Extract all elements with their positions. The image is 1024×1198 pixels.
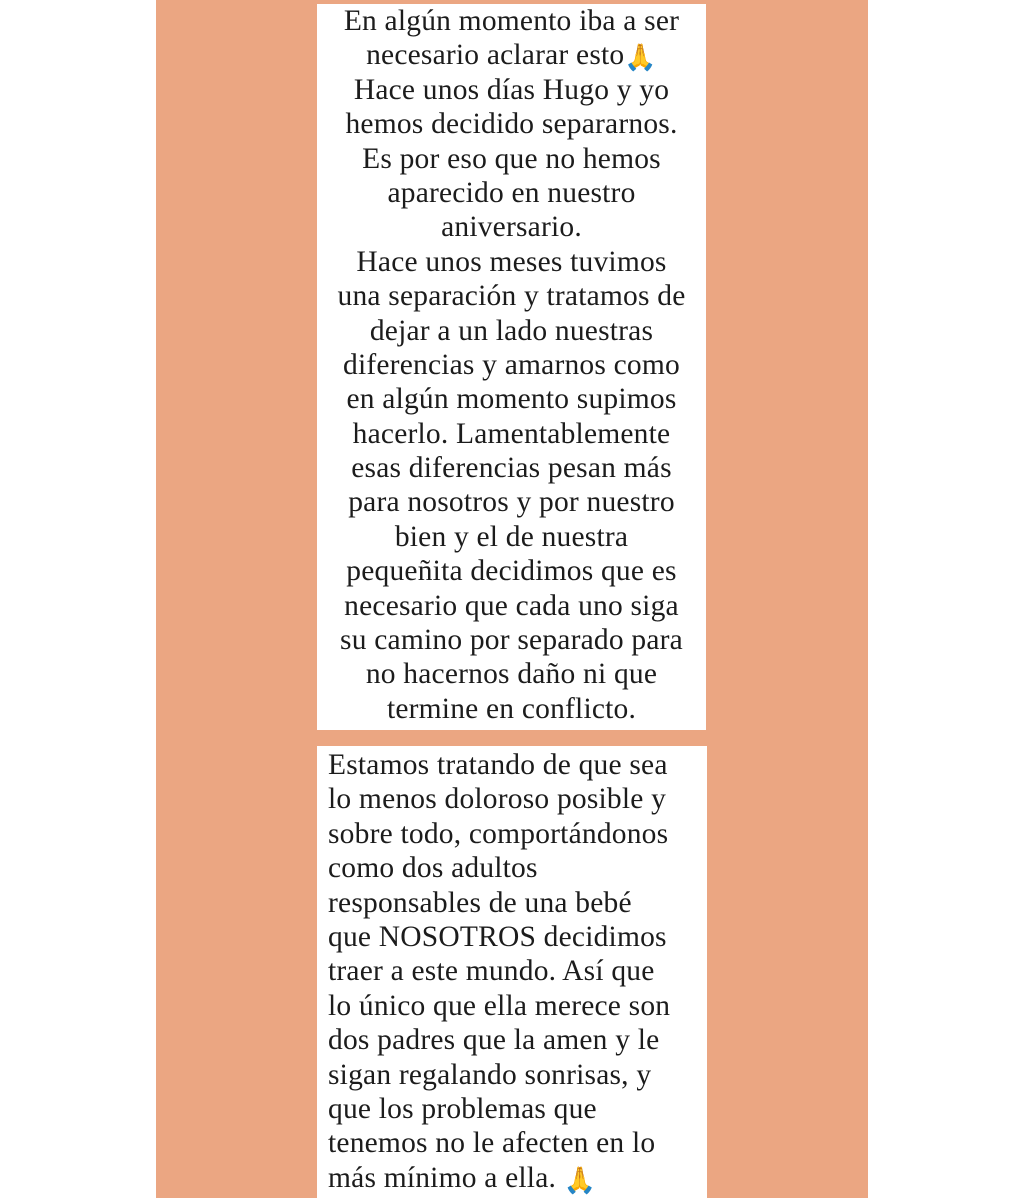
message-1-line: Hace unos días Hugo y yo [353, 73, 670, 106]
message-2-line: que los problemas que [328, 1092, 597, 1125]
message-1-line: En algún momento iba a ser [343, 5, 680, 37]
message-1-line: aniversario. [441, 211, 582, 244]
message-1-line: aparecido en nuestro [387, 176, 636, 209]
message-1-line: hemos decidido separarnos. [345, 108, 678, 141]
message-2-line: Estamos tratando de que sea [328, 749, 668, 781]
message-1-line: bien y el de nuestra [394, 520, 629, 553]
message-1-line: una separación y tratamos de [337, 280, 686, 313]
message-1-line: Hace unos meses tuvimos [356, 245, 667, 278]
message-1-line: esas diferencias pesan más [351, 452, 672, 485]
message-card-1 [317, 4, 706, 730]
message-1-line: Es por eso que no hemos [362, 142, 661, 175]
message-1-line: termine en conflicto. [386, 692, 637, 725]
message-1-line: no hacernos daño ni que [365, 658, 658, 691]
message-2-line: sigan regalando sonrisas, y [328, 1058, 652, 1091]
message-1-line-text: necesario aclarar esto [366, 39, 625, 72]
message-1-line: su camino por separado para [340, 624, 683, 657]
praying-hands-icon: 🙏 [624, 43, 657, 74]
message-1-line: pequeñita decidimos que es [346, 555, 677, 588]
praying-hands-icon: 🙏 [563, 1165, 597, 1196]
story-background [156, 0, 868, 1198]
message-1-line: dejar a un lado nuestras [369, 314, 654, 347]
message-1-line [317, 38, 706, 72]
message-1-line: hacerlo. Lamentablemente [352, 417, 671, 450]
message-2-line: sobre todo, comportándonos [328, 817, 669, 850]
message-2-line: que NOSOTROS decidimos [328, 920, 667, 953]
message-2-line: responsables de una bebé [328, 886, 632, 919]
message-2-line: dos padres que la amen y le [328, 1024, 660, 1057]
message-2-line: traer a este mundo. Así que [328, 955, 655, 988]
message-1-line: en algún momento supimos [346, 383, 677, 416]
message-2-line: lo único que ella merece son [328, 989, 671, 1022]
message-2-line-text: más mínimo a ella. [328, 1161, 557, 1194]
message-1-line: diferencias y amarnos como [343, 348, 680, 381]
message-card-2 [317, 746, 707, 1198]
message-1-line: necesario que cada uno siga [344, 589, 679, 622]
message-2-line [328, 1161, 707, 1195]
message-1-line: para nosotros y por nuestro [348, 486, 675, 519]
message-2-line: lo menos doloroso posible y [328, 783, 667, 816]
message-2-line: como dos adultos [328, 852, 538, 885]
message-2-line: tenemos no le afecten en lo [328, 1127, 656, 1160]
